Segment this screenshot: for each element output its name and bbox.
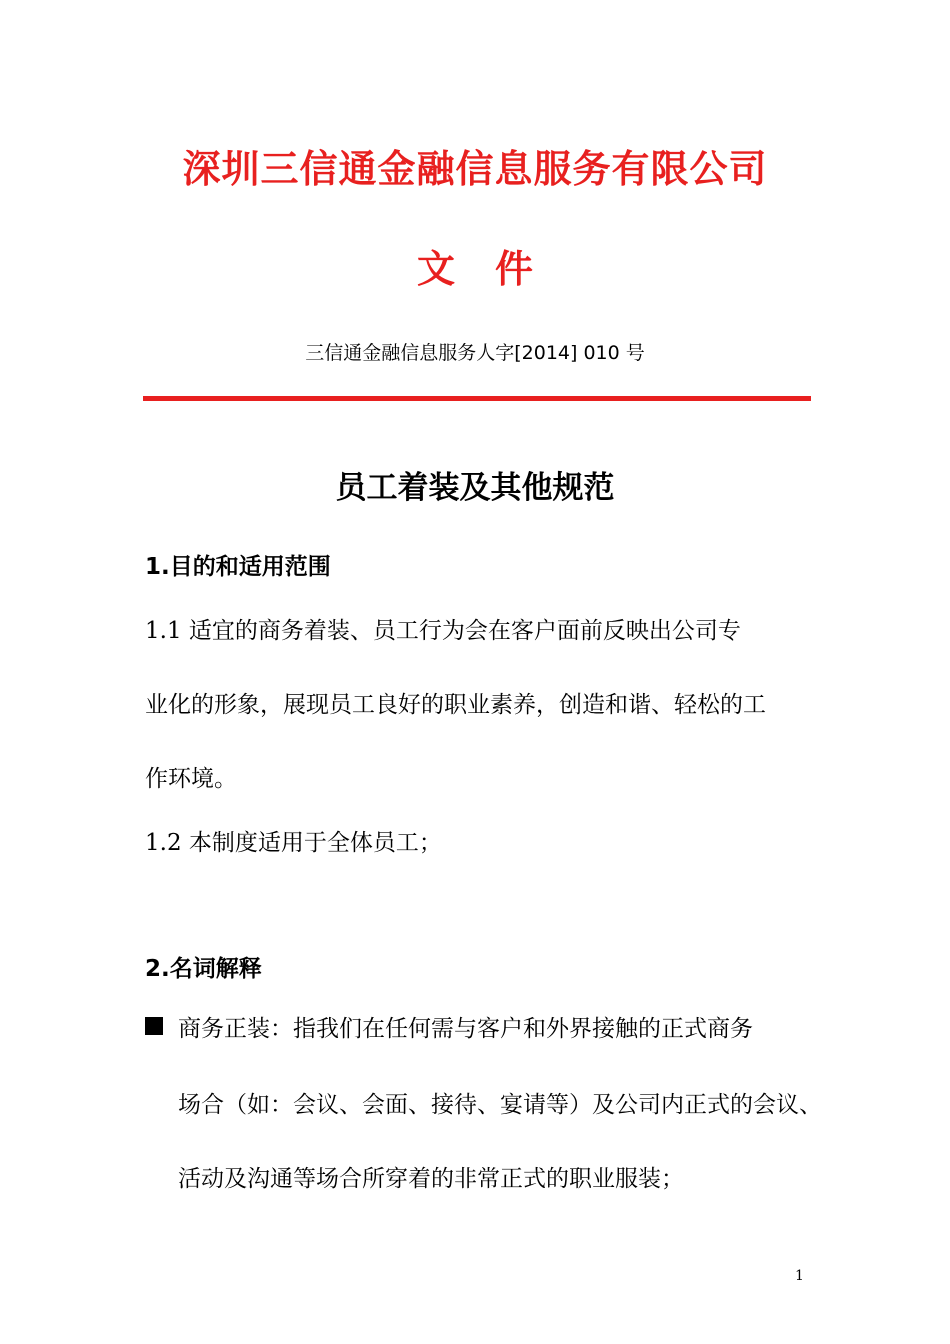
square-bullet-icon bbox=[145, 1017, 163, 1035]
document-title: 员工着装及其他规范 bbox=[335, 470, 615, 506]
section-heading-purpose: 1.目的和适用范围 bbox=[145, 554, 331, 580]
list-item-line: 活动及沟通等场合所穿着的非常正式的职业服装； bbox=[178, 1166, 684, 1192]
document-label: 文件 bbox=[416, 247, 573, 291]
company-name: 深圳三信通金融信息服务有限公司 bbox=[182, 147, 768, 191]
paragraph-line: 1.1 适宜的商务着装、员工行为会在客户面前反映出公司专 bbox=[145, 618, 741, 644]
list-item-line: 场合（如：会议、会面、接待、宴请等）及公司内正式的会议、 bbox=[178, 1092, 822, 1118]
page-number: 1 bbox=[795, 1268, 804, 1284]
red-divider bbox=[143, 396, 811, 401]
document-number: 三信通金融信息服务人字[2014] 010 号 bbox=[305, 342, 645, 364]
paragraph-line: 1.2 本制度适用于全体员工； bbox=[145, 830, 442, 856]
section-heading-definitions: 2.名词解释 bbox=[145, 956, 262, 982]
paragraph-line: 业化的形象，展现员工良好的职业素养，创造和谐、轻松的工 bbox=[145, 692, 766, 718]
paragraph-line: 作环境。 bbox=[145, 766, 237, 792]
list-item-line: 商务正装：指我们在任何需与客户和外界接触的正式商务 bbox=[178, 1016, 753, 1042]
